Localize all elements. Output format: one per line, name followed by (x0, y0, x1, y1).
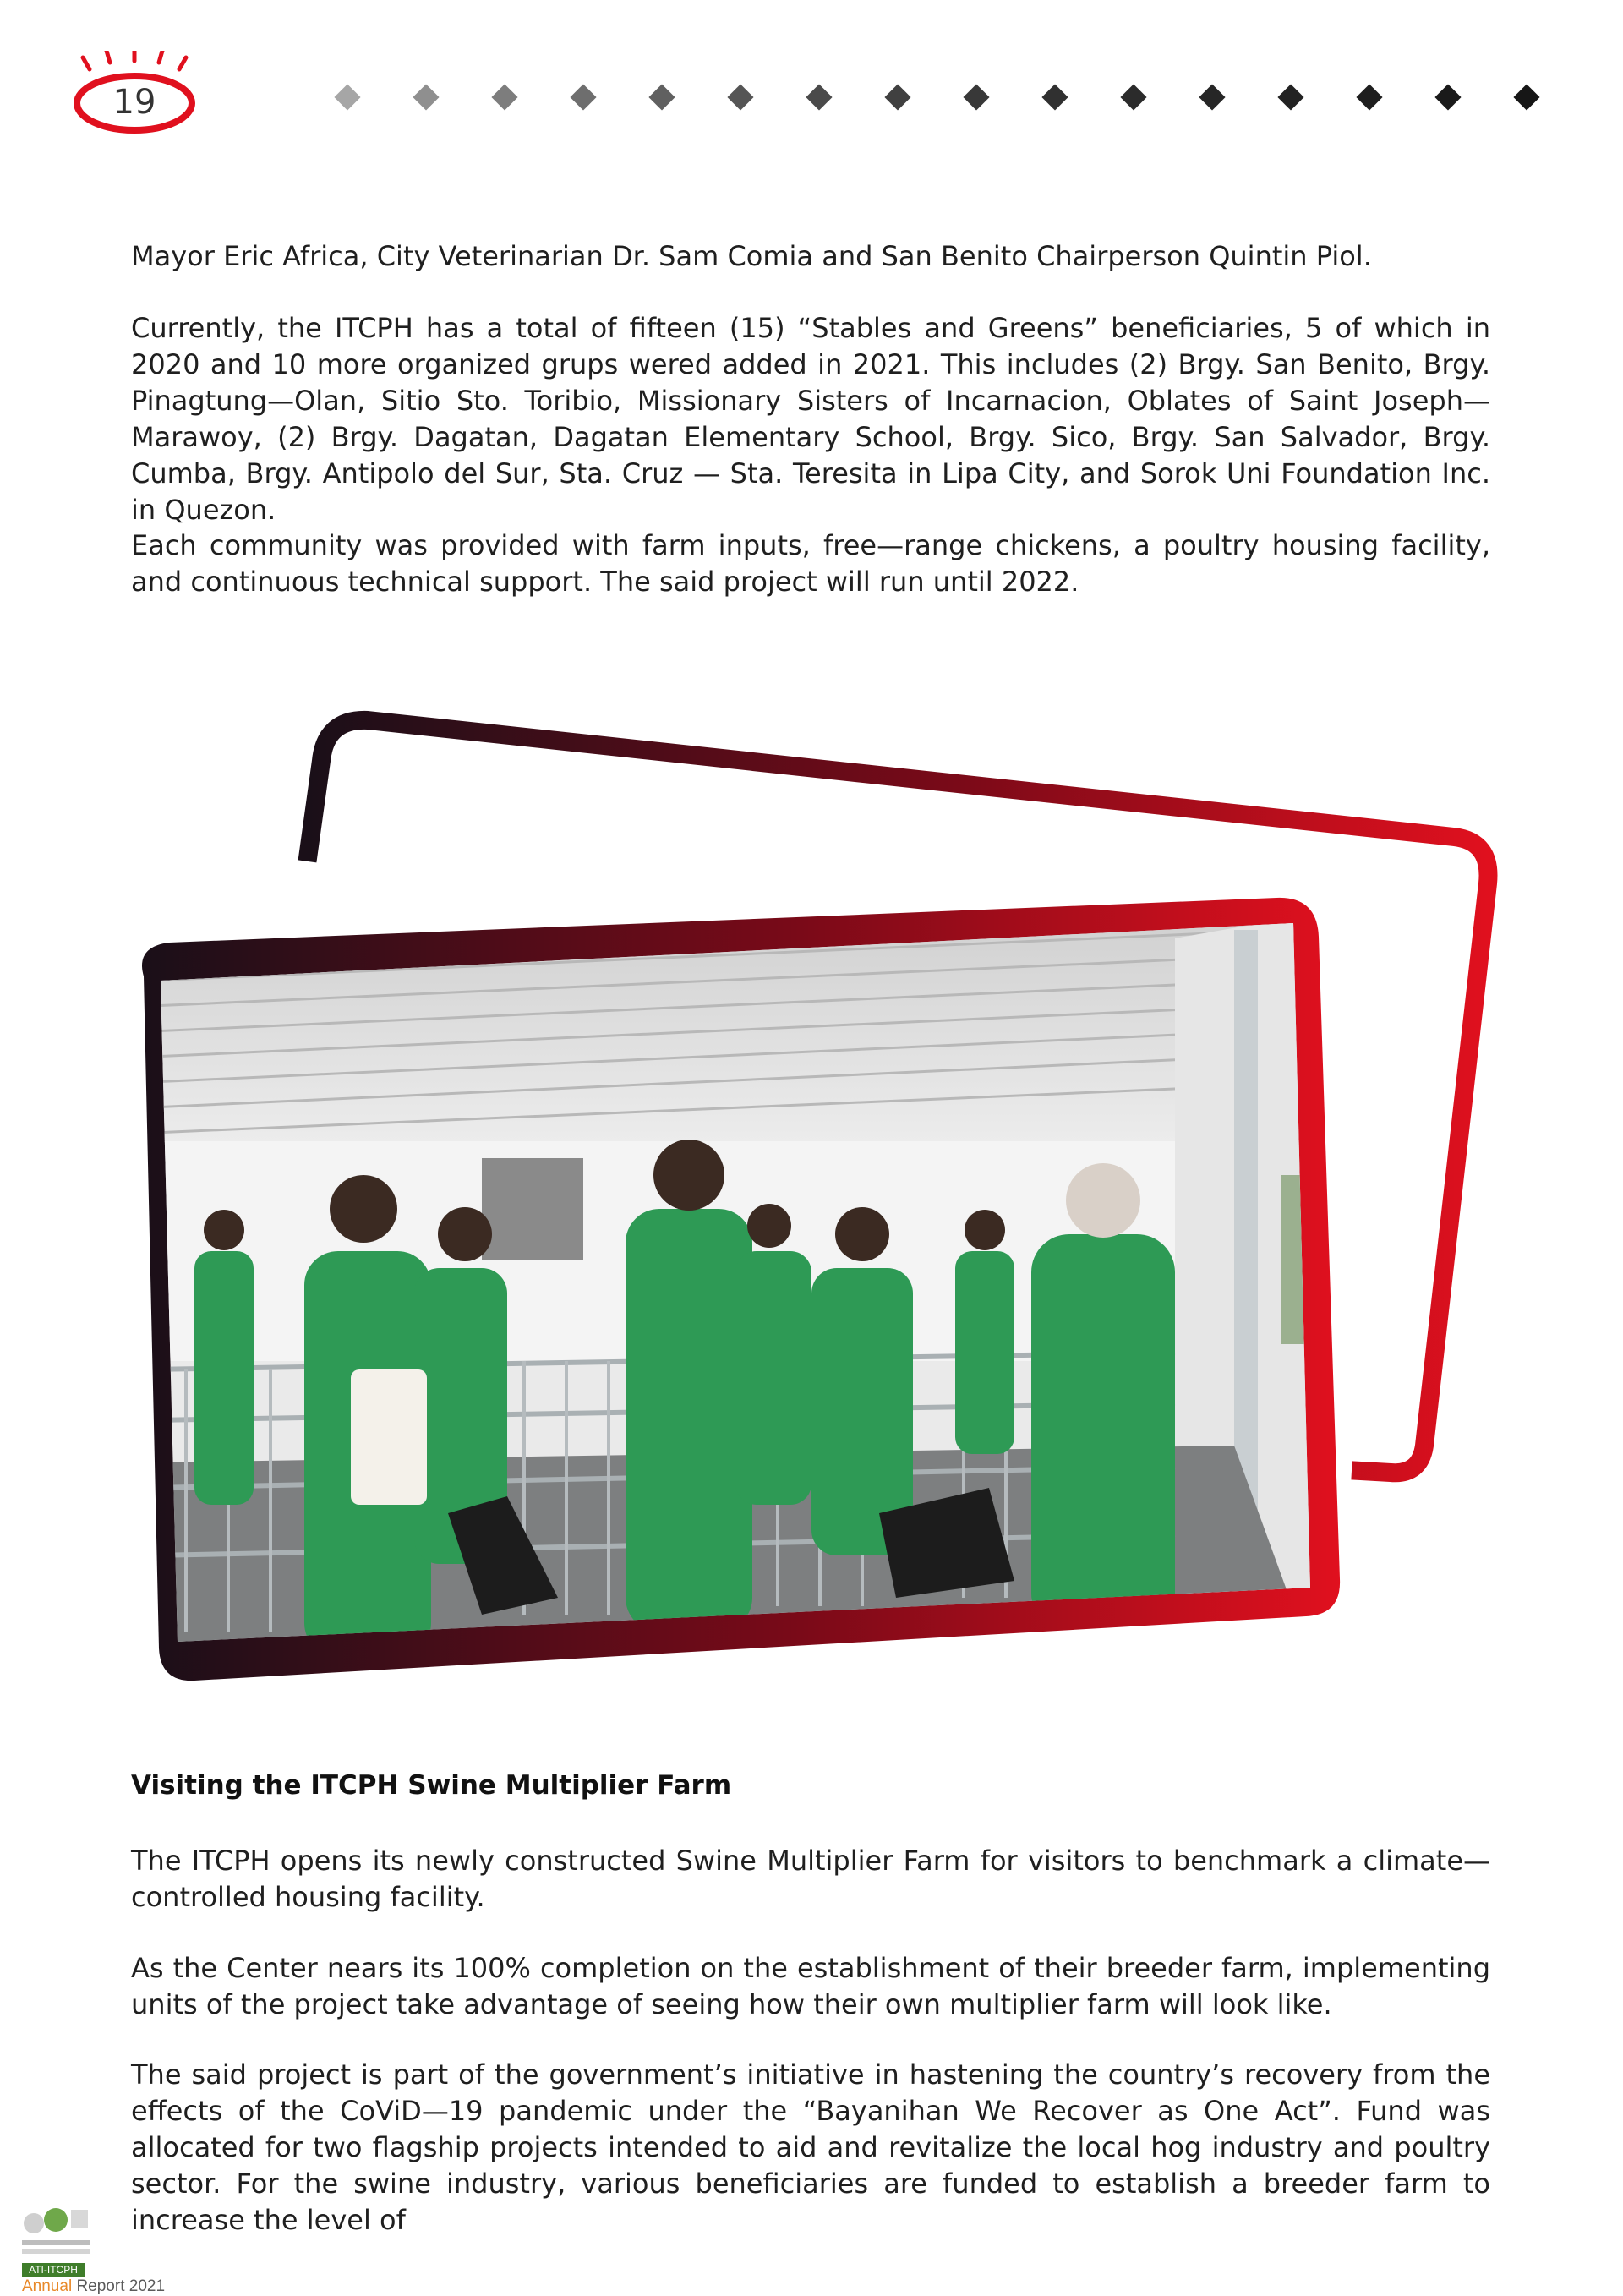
body-paragraph-completion: As the Center nears its 100% completion on the establishment of their breeder farm, implementing units of the project take advantage of seeing how their own multiplier farm will look like. (131, 1952, 1490, 2020)
farm-visit-photo (118, 702, 1505, 1699)
page-number: 19 (112, 83, 156, 122)
eyelash-icon (83, 51, 186, 69)
diamond-icon (1434, 84, 1461, 110)
diamond-icon (1277, 84, 1303, 110)
body-paragraph-intro: Mayor Eric Africa, City Veterinarian Dr. Sam Comia and San Benito Chairperson Quintin Piol. (131, 240, 1372, 272)
diamond-icon (1513, 84, 1539, 110)
footer-org-label: ATI-ITCPH (22, 2263, 85, 2277)
diamond-icon (806, 84, 832, 110)
diamond-icon (1120, 84, 1146, 110)
diamond-icon (1199, 84, 1225, 110)
diamond-icon (570, 84, 596, 110)
diamond-icon (648, 84, 675, 110)
decorative-diamond-row (338, 81, 1623, 115)
footer-report-label (22, 2277, 165, 2296)
farm-photo-scene (118, 871, 1386, 1699)
section-heading: Visiting the ITCPH Swine Multiplier Farm (131, 1770, 732, 1801)
diamond-icon (413, 84, 439, 110)
diamond-icon (727, 84, 753, 110)
body-paragraph-farm-opening: The ITCPH opens its newly constructed Swine Multiplier Farm for visitors to benchmark a climate—controlled housing facility. (131, 1845, 1490, 1913)
diamond-icon (334, 84, 360, 110)
diamond-icon (963, 84, 989, 110)
diamond-icon (884, 84, 910, 110)
diamond-icon (491, 84, 517, 110)
body-paragraph-provisions: Each community was provided with farm inputs, free—range chickens, a poultry housing facility, and continuous technical support. The said project will run until 2022. (131, 529, 1490, 598)
body-paragraph-beneficiaries: Currently, the ITCPH has a total of fifteen (15) “Stables and Greens” beneficiaries, 5 of which in 2020 and 10 more organized grups wered added in 2021. This includes (2) Brgy. San Benito, Brgy. Pinagtung—Olan, Sitio Sto. Toribio, Missionary Sisters of Incarnacion, Oblates of Saint Joseph— Marawoy, (2) Brgy. Dagatan, Dagatan Elementary School, Brgy. Sico, Brgy. San Salvador, Brgy. Cumba, Brgy. Antipolo del Sur, Sta. Cruz — Sta. Teresita in Lipa City, and Sorok Uni Foundation Inc. in Quezon. (131, 312, 1490, 526)
footer-report-word-annual: Annual (22, 2277, 73, 2295)
footer-report-word-year: Report 2021 (76, 2277, 166, 2295)
ati-itcph-logo (22, 2198, 90, 2261)
diamond-icon (1041, 84, 1068, 110)
body-paragraph-government-initiative: The said project is part of the government’s initiative in hastening the country’s recovery from the effects of the CoViD—19 pandemic under the “Bayanihan We Recover as One Act”. Fund was allocated for two flagship projects intended to aid and revitalize the local hog industry and poultry sector. For the swine industry, various beneficiaries are funded to establish a breeder farm to increase the level of (131, 2058, 1490, 2236)
diamond-icon (1356, 84, 1382, 110)
